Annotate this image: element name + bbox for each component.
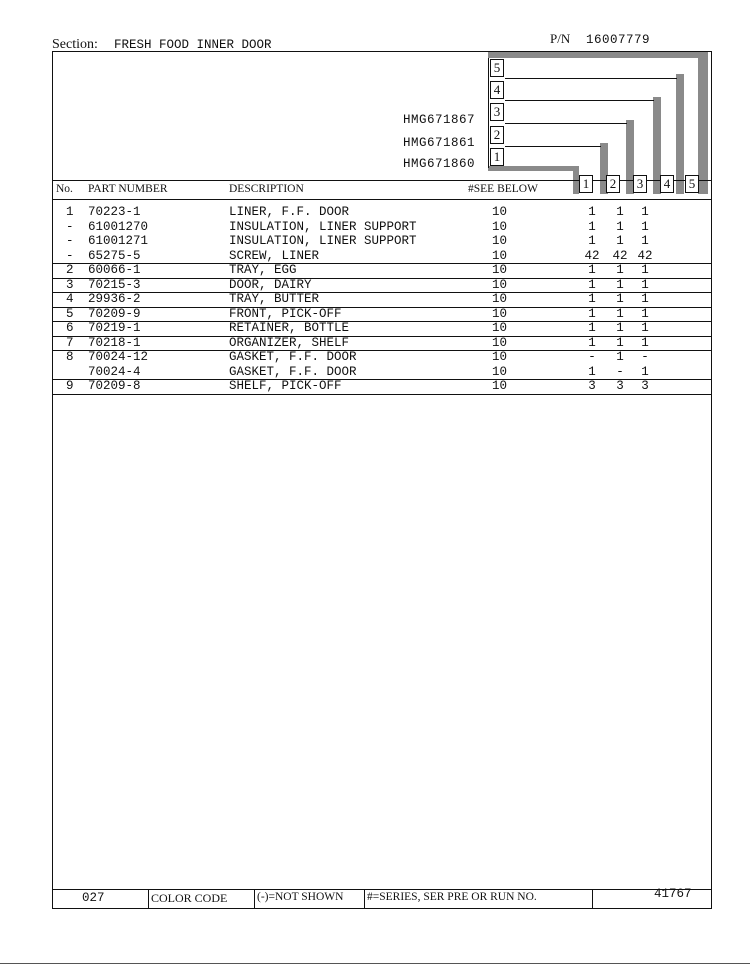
pn-label: P/N <box>550 31 571 46</box>
model-label: HMG671860 <box>403 157 476 171</box>
column-header-series: #SEE BELOW <box>468 183 538 195</box>
table-row: 3 70215-3 DOOR, DAIRY 10 1 1 1 <box>52 278 712 294</box>
column-header-description: DESCRIPTION <box>229 183 304 195</box>
model-box-2: 2 <box>490 126 504 144</box>
model-label: HMG671867 <box>403 113 476 127</box>
column-header-no: No. <box>56 183 73 195</box>
table-row: 4 29936-2 TRAY, BUTTER 10 1 1 1 <box>52 292 712 308</box>
model-box-1: 1 <box>490 148 504 166</box>
table-row: - 61001270 INSULATION, LINER SUPPORT 10 1 1 1 <box>66 219 649 234</box>
model-box-5: 5 <box>490 59 504 77</box>
table-row: 5 70209-9 FRONT, PICK-OFF 10 1 1 1 <box>52 307 712 323</box>
section-name: FRESH FOOD INNER DOOR <box>114 38 272 52</box>
table-row: 9 70209-8 SHELF, PICK-OFF 10 3 3 3 <box>52 379 712 395</box>
series-note: #=SERIES, SER PRE OR RUN NO. <box>367 891 537 903</box>
table-row: - 61001271 INSULATION, LINER SUPPORT 10 1 1 1 <box>66 234 649 248</box>
model-box-3: 3 <box>490 103 504 121</box>
pn-value: 16007779 <box>586 33 651 47</box>
table-row: 8 70024-12 GASKET, F.F. DOOR 10 - 1 - <box>66 350 649 364</box>
qty-column-header: 2 <box>606 175 620 193</box>
table-row: 1 70223-1 LINER, F.F. DOOR 10 1 1 1 <box>66 205 649 219</box>
table-row: 7 70218-1 ORGANIZER, SHELF 10 1 1 1 <box>52 336 712 352</box>
section-label: Section: <box>52 37 98 52</box>
qty-column-header: 5 <box>685 175 699 193</box>
model-box-4: 4 <box>490 81 504 99</box>
column-header-part-number: PART NUMBER <box>88 183 168 195</box>
page-number: 027 <box>82 891 105 905</box>
table-row: 6 70219-1 RETAINER, BOTTLE 10 1 1 1 <box>52 321 712 337</box>
qty-column-header: 4 <box>660 175 674 193</box>
qty-column-header: 3 <box>633 175 647 193</box>
table-row: 70024-4 GASKET, F.F. DOOR 10 1 - 1 <box>52 365 712 381</box>
table-row: 2 60066-1 TRAY, EGG 10 1 1 1 <box>52 263 712 279</box>
qty-column-header: 1 <box>579 175 593 193</box>
table-row: - 65275-5 SCREW, LINER 10 42 42 42 <box>52 249 712 265</box>
model-label: HMG671861 <box>403 136 476 150</box>
not-shown-note: (-)=NOT SHOWN <box>257 891 344 903</box>
color-code-label: COLOR CODE <box>151 891 228 905</box>
document-number: 41767 <box>654 887 692 901</box>
